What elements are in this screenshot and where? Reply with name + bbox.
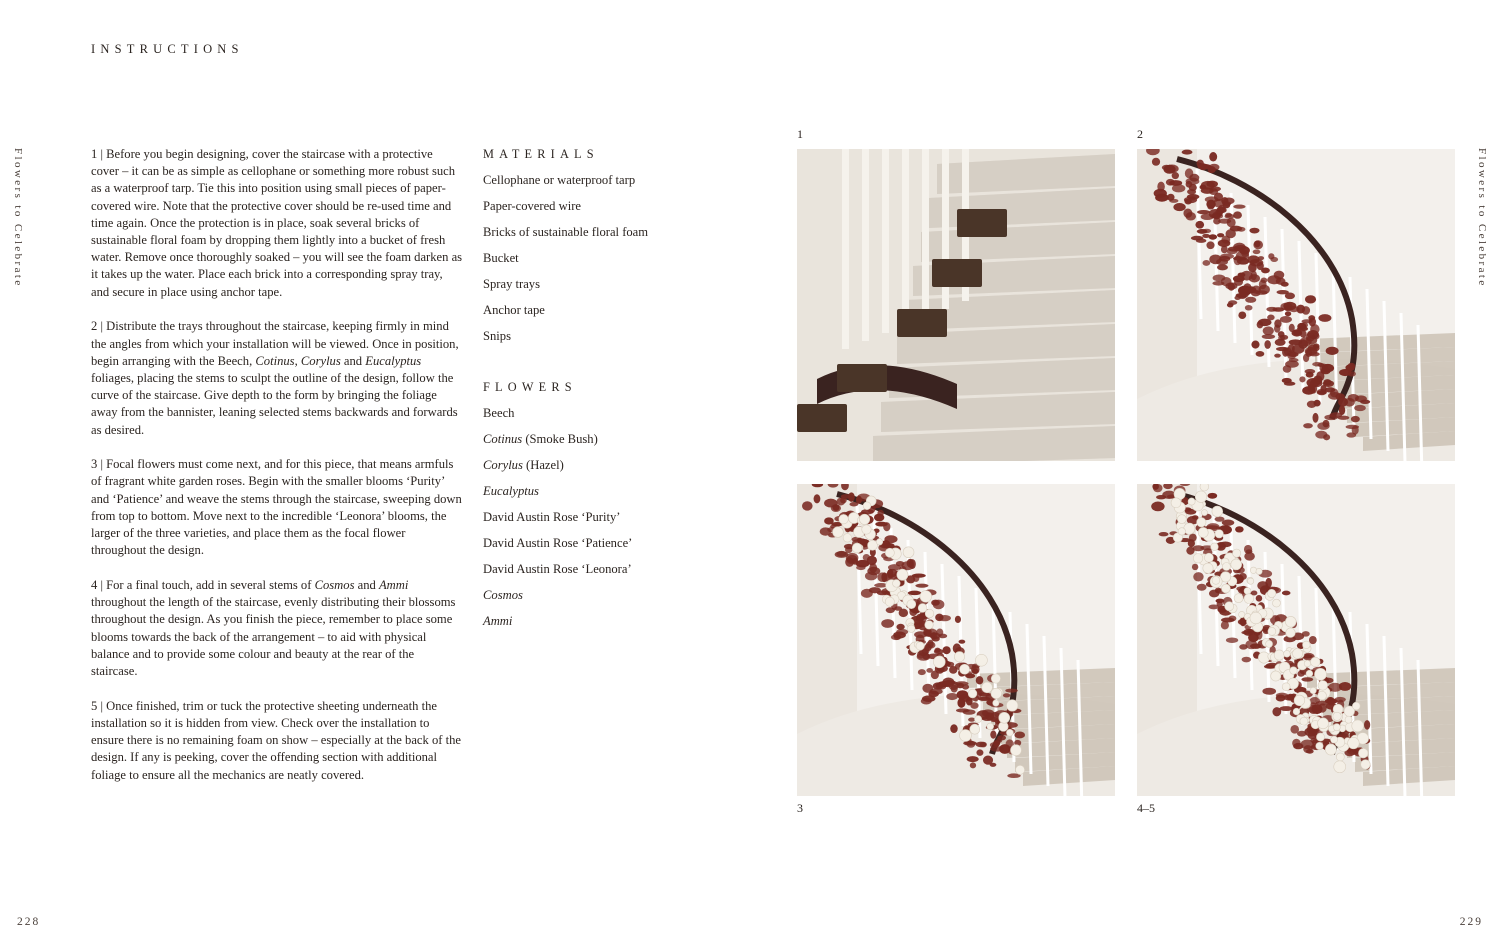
step-text: and xyxy=(340,353,366,368)
staircase-illustration xyxy=(797,484,1115,796)
flowers-item: David Austin Rose ‘Leonora’ xyxy=(483,562,632,576)
materials-item: Bricks of sustainable floral foam xyxy=(483,225,649,239)
page-number-right: 229 xyxy=(1459,916,1483,928)
photo-label-1: 1 xyxy=(797,127,803,141)
materials-item: Spray trays xyxy=(483,277,541,291)
staircase-illustration xyxy=(1137,484,1455,796)
materials-list xyxy=(483,172,743,345)
step-italic-term: Corylus xyxy=(300,353,341,368)
flowers-item: David Austin Rose ‘Patience’ xyxy=(483,536,633,550)
staircase-illustration xyxy=(797,149,1115,461)
step-text: , xyxy=(294,353,301,368)
step-number: 1 | xyxy=(91,147,107,161)
materials-item: Cellophane or waterproof tarp xyxy=(483,173,636,187)
step-5 xyxy=(91,698,463,784)
step-number: 2 | xyxy=(91,319,107,334)
step-number: 3 | xyxy=(91,457,107,472)
materials-heading: MATERIALS xyxy=(483,147,599,161)
photo-label-4-5: 4–5 xyxy=(1137,801,1155,815)
running-title-right: Flowers to Celebrate xyxy=(1476,148,1488,288)
step-text: Once finished, trim or tuck the protective sheeting underneath the installation so it is hidden from view. Check over the installation to ensure there is no remaining foam on show – especially at the back of the design. If any is peeking, cover the offending section with additional foliage to ensure all the mechanics are neatly covered. xyxy=(91,698,461,782)
photo-staircase-protection xyxy=(797,149,1115,461)
step-text: foliages, placing the stems to sculpt the outline of the design, follow the curve of the staircase. Give depth to the form by bringing the foliage away from the bannister, leaning selected stems backwards and forwards as desired. xyxy=(91,370,458,437)
step-text: Before you begin designing, cover the staircase with a protective cover – it can be as simple as cellophane or something more robust such as a waterproof tarp. Tie this into position using small pieces of paper-covered wire. Note that the protective cover should be re-used time and time again. Once the protection is in place, soak several bricks of sustainable floral foam by dropping them lightly into a bucket of fresh water. Remove once thoroughly soaked – you will see the foam darken as it takes up the water. Place each brick into a corresponding spray tray, and secure in place using anchor tape. xyxy=(91,147,463,299)
flowers-item: Ammi xyxy=(483,614,513,628)
step-italic-term: Cosmos xyxy=(314,577,355,592)
flowers-heading: FLOWERS xyxy=(483,380,577,394)
page-number-left: 228 xyxy=(17,916,41,928)
photo-label-3: 3 xyxy=(797,801,803,815)
supply-lists xyxy=(483,146,743,639)
step-text: throughout the length of the staircase, evenly distributing their blossoms throughout the design. As you finish the piece, remember to place some blooms towards the back of the arrangement – to aid with physical balance and to provide some colour and beauty at the rear of the staircase. xyxy=(91,595,456,678)
photo-staircase-roses xyxy=(797,484,1115,796)
staircase-illustration xyxy=(1137,149,1455,461)
step-italic-term: Eucalyptus xyxy=(365,353,422,368)
materials-item: Anchor tape xyxy=(483,303,545,317)
step-1 xyxy=(91,146,463,301)
flowers-item: Cotinus (Smoke Bush) xyxy=(483,432,598,446)
step-text: and xyxy=(354,577,379,592)
materials-item: Paper-covered wire xyxy=(483,199,581,213)
photo-label-2: 2 xyxy=(1137,127,1143,141)
step-text: Distribute the trays throughout the staircase, keeping firmly in mind the angles from which your installation will be viewed. Once in position, begin arranging with the Beech, xyxy=(91,319,459,368)
flowers-item: Cosmos xyxy=(483,588,523,602)
step-3 xyxy=(91,456,463,559)
flowers-item: Beech xyxy=(483,406,515,420)
step-italic-term: Ammi xyxy=(378,577,409,592)
materials-item: Bucket xyxy=(483,251,519,265)
running-title-left: Flowers to Celebrate xyxy=(12,148,24,288)
step-text: For a final touch, add in several stems of xyxy=(106,577,315,592)
page-header: INSTRUCTIONS xyxy=(91,42,244,56)
materials-item: Snips xyxy=(483,329,511,343)
flowers-item: David Austin Rose ‘Purity’ xyxy=(483,510,621,524)
step-4 xyxy=(91,577,463,680)
step-number: 5 | xyxy=(91,698,107,713)
step-text: Focal flowers must come next, and for this piece, that means armfuls of fragrant white garden roses. Begin with the smaller blooms ‘Purity’ and ‘Patience’ and weave the stems through the staircase, sweeping down from top to bottom. Move next to the incredible ‘Leonora’ blooms, the larger of the three varieties, and place them as the focal flower throughout the design. xyxy=(91,457,462,558)
step-number: 4 | xyxy=(91,577,107,592)
flowers-list xyxy=(483,405,743,630)
instruction-steps xyxy=(91,146,463,801)
photo-staircase-complete xyxy=(1137,484,1455,796)
photo-staircase-foliage xyxy=(1137,149,1455,461)
flowers-item: Eucalyptus xyxy=(483,484,539,498)
step-italic-term: Cotinus xyxy=(255,353,295,368)
step-2 xyxy=(91,318,463,438)
flowers-item: Corylus (Hazel) xyxy=(483,458,564,472)
